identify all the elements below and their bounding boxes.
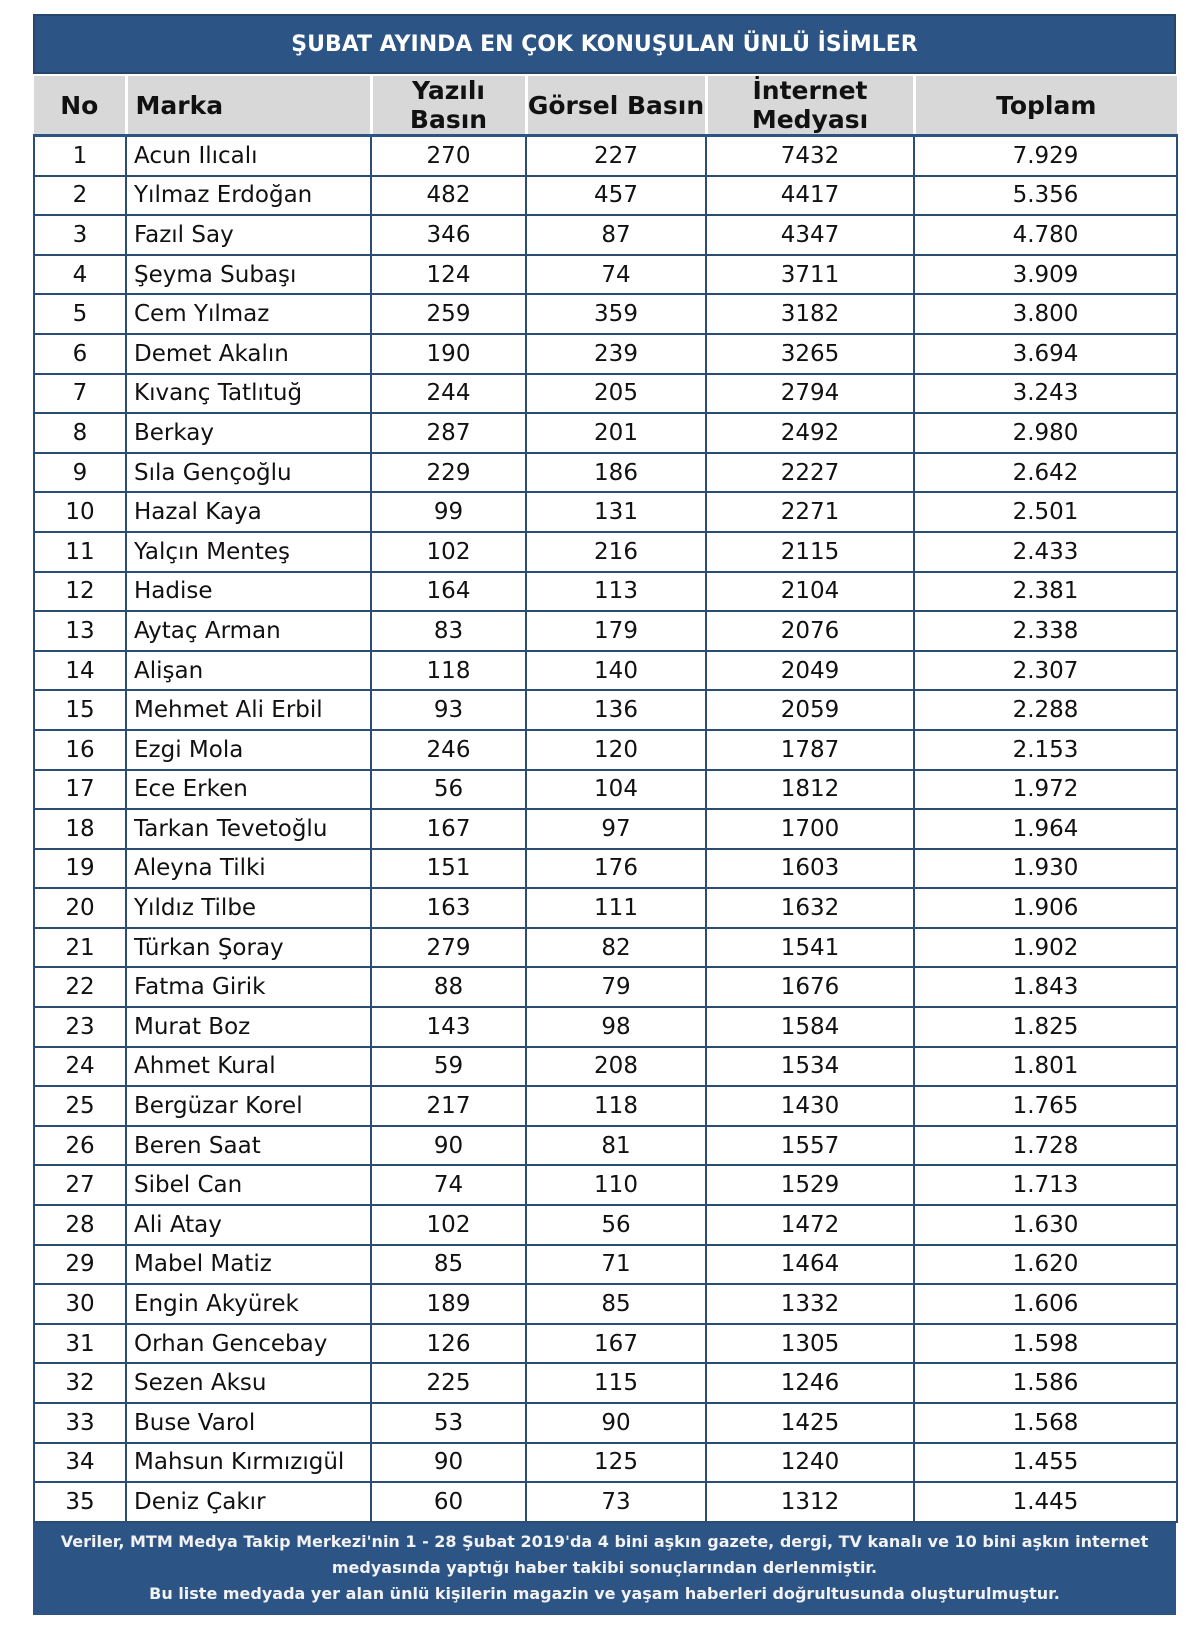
cell-toplam: 3.800 bbox=[914, 294, 1177, 334]
cell-gorsel-basin: 118 bbox=[526, 1086, 706, 1126]
table-row bbox=[34, 136, 1177, 176]
table-row bbox=[34, 1403, 1177, 1443]
cell-internet-medyasi: 2492 bbox=[706, 413, 914, 453]
cell-yazili-basin: 279 bbox=[371, 928, 526, 968]
cell-marka: Murat Boz bbox=[126, 1007, 371, 1047]
cell-yazili-basin: 346 bbox=[371, 215, 526, 255]
column-header-gorsel-basin: Görsel Basın bbox=[526, 75, 706, 136]
cell-marka: Yılmaz Erdoğan bbox=[126, 176, 371, 216]
table-row bbox=[34, 690, 1177, 730]
cell-gorsel-basin: 113 bbox=[526, 572, 706, 612]
cell-internet-medyasi: 1603 bbox=[706, 849, 914, 889]
cell-yazili-basin: 270 bbox=[371, 136, 526, 176]
cell-toplam: 2.288 bbox=[914, 690, 1177, 730]
cell-marka: Şeyma Subaşı bbox=[126, 255, 371, 295]
cell-internet-medyasi: 2271 bbox=[706, 492, 914, 532]
cell-marka: Aleyna Tilki bbox=[126, 849, 371, 889]
cell-gorsel-basin: 125 bbox=[526, 1443, 706, 1483]
cell-no: 16 bbox=[34, 730, 126, 770]
cell-no: 5 bbox=[34, 294, 126, 334]
cell-toplam: 1.630 bbox=[914, 1205, 1177, 1245]
cell-toplam: 1.964 bbox=[914, 809, 1177, 849]
cell-marka: Alişan bbox=[126, 651, 371, 691]
cell-no: 1 bbox=[34, 136, 126, 176]
cell-no: 17 bbox=[34, 770, 126, 810]
cell-internet-medyasi: 3182 bbox=[706, 294, 914, 334]
cell-toplam: 1.906 bbox=[914, 888, 1177, 928]
column-header-yazili-basin: Yazılı Basın bbox=[371, 75, 526, 136]
cell-no: 6 bbox=[34, 334, 126, 374]
cell-no: 3 bbox=[34, 215, 126, 255]
cell-internet-medyasi: 2104 bbox=[706, 572, 914, 612]
cell-yazili-basin: 189 bbox=[371, 1284, 526, 1324]
cell-marka: Hadise bbox=[126, 572, 371, 612]
cell-internet-medyasi: 1332 bbox=[706, 1284, 914, 1324]
cell-internet-medyasi: 2115 bbox=[706, 532, 914, 572]
cell-internet-medyasi: 1246 bbox=[706, 1363, 914, 1403]
cell-marka: Yalçın Menteş bbox=[126, 532, 371, 572]
cell-marka: Yıldız Tilbe bbox=[126, 888, 371, 928]
cell-internet-medyasi: 1430 bbox=[706, 1086, 914, 1126]
cell-gorsel-basin: 457 bbox=[526, 176, 706, 216]
cell-toplam: 1.445 bbox=[914, 1482, 1177, 1522]
table-row bbox=[34, 1205, 1177, 1245]
cell-yazili-basin: 124 bbox=[371, 255, 526, 295]
cell-marka: Sibel Can bbox=[126, 1165, 371, 1205]
cell-no: 13 bbox=[34, 611, 126, 651]
table-row bbox=[34, 1007, 1177, 1047]
table-row bbox=[34, 176, 1177, 216]
table-row bbox=[34, 492, 1177, 532]
cell-internet-medyasi: 7432 bbox=[706, 136, 914, 176]
cell-marka: Buse Varol bbox=[126, 1403, 371, 1443]
cell-toplam: 1.568 bbox=[914, 1403, 1177, 1443]
cell-no: 34 bbox=[34, 1443, 126, 1483]
table-row bbox=[34, 1047, 1177, 1087]
cell-gorsel-basin: 74 bbox=[526, 255, 706, 295]
cell-internet-medyasi: 1464 bbox=[706, 1245, 914, 1285]
cell-no: 20 bbox=[34, 888, 126, 928]
cell-no: 29 bbox=[34, 1245, 126, 1285]
column-header-toplam: Toplam bbox=[914, 75, 1177, 136]
table-row bbox=[34, 967, 1177, 1007]
cell-yazili-basin: 151 bbox=[371, 849, 526, 889]
table-row bbox=[34, 849, 1177, 889]
cell-gorsel-basin: 81 bbox=[526, 1126, 706, 1166]
cell-toplam: 7.929 bbox=[914, 136, 1177, 176]
cell-marka: Beren Saat bbox=[126, 1126, 371, 1166]
cell-toplam: 2.642 bbox=[914, 453, 1177, 493]
cell-gorsel-basin: 131 bbox=[526, 492, 706, 532]
cell-yazili-basin: 259 bbox=[371, 294, 526, 334]
table-row bbox=[34, 1126, 1177, 1166]
cell-marka: Ali Atay bbox=[126, 1205, 371, 1245]
cell-toplam: 1.972 bbox=[914, 770, 1177, 810]
cell-toplam: 1.728 bbox=[914, 1126, 1177, 1166]
cell-toplam: 3.694 bbox=[914, 334, 1177, 374]
cell-gorsel-basin: 82 bbox=[526, 928, 706, 968]
cell-marka: Hazal Kaya bbox=[126, 492, 371, 532]
cell-internet-medyasi: 2076 bbox=[706, 611, 914, 651]
cell-yazili-basin: 164 bbox=[371, 572, 526, 612]
cell-no: 31 bbox=[34, 1324, 126, 1364]
cell-internet-medyasi: 1557 bbox=[706, 1126, 914, 1166]
source-note-line: medyasında yaptığı haber takibi sonuçlarından derlenmiştir. bbox=[331, 1557, 878, 1577]
cell-gorsel-basin: 90 bbox=[526, 1403, 706, 1443]
table-row bbox=[34, 453, 1177, 493]
cell-internet-medyasi: 4417 bbox=[706, 176, 914, 216]
cell-internet-medyasi: 1312 bbox=[706, 1482, 914, 1522]
cell-internet-medyasi: 1812 bbox=[706, 770, 914, 810]
table-row bbox=[34, 1363, 1177, 1403]
table-row bbox=[34, 294, 1177, 334]
source-note-line: Bu liste medyada yer alan ünlü kişilerin magazin ve yaşam haberleri doğrultusunda oluşturulmuştur. bbox=[149, 1583, 1060, 1603]
cell-yazili-basin: 53 bbox=[371, 1403, 526, 1443]
cell-no: 14 bbox=[34, 651, 126, 691]
cell-yazili-basin: 143 bbox=[371, 1007, 526, 1047]
cell-toplam: 5.356 bbox=[914, 176, 1177, 216]
cell-yazili-basin: 85 bbox=[371, 1245, 526, 1285]
cell-marka: Sıla Gençoğlu bbox=[126, 453, 371, 493]
cell-internet-medyasi: 1425 bbox=[706, 1403, 914, 1443]
cell-internet-medyasi: 2794 bbox=[706, 374, 914, 414]
cell-internet-medyasi: 1305 bbox=[706, 1324, 914, 1364]
cell-marka: Fatma Girik bbox=[126, 967, 371, 1007]
source-note bbox=[33, 1523, 1176, 1615]
cell-yazili-basin: 217 bbox=[371, 1086, 526, 1126]
cell-gorsel-basin: 201 bbox=[526, 413, 706, 453]
cell-internet-medyasi: 1240 bbox=[706, 1443, 914, 1483]
cell-internet-medyasi: 3265 bbox=[706, 334, 914, 374]
cell-yazili-basin: 99 bbox=[371, 492, 526, 532]
cell-gorsel-basin: 87 bbox=[526, 215, 706, 255]
cell-yazili-basin: 190 bbox=[371, 334, 526, 374]
cell-toplam: 1.765 bbox=[914, 1086, 1177, 1126]
cell-gorsel-basin: 136 bbox=[526, 690, 706, 730]
table-row bbox=[34, 1284, 1177, 1324]
cell-no: 7 bbox=[34, 374, 126, 414]
cell-yazili-basin: 246 bbox=[371, 730, 526, 770]
cell-marka: Tarkan Tevetoğlu bbox=[126, 809, 371, 849]
cell-toplam: 2.980 bbox=[914, 413, 1177, 453]
cell-no: 27 bbox=[34, 1165, 126, 1205]
column-header-row bbox=[34, 75, 1177, 136]
cell-gorsel-basin: 359 bbox=[526, 294, 706, 334]
table-row bbox=[34, 1482, 1177, 1522]
cell-yazili-basin: 163 bbox=[371, 888, 526, 928]
table-row bbox=[34, 532, 1177, 572]
cell-internet-medyasi: 2227 bbox=[706, 453, 914, 493]
table-row bbox=[34, 572, 1177, 612]
cell-internet-medyasi: 1632 bbox=[706, 888, 914, 928]
source-note-line: Veriler, MTM Medya Takip Merkezi'nin 1 - 28 Şubat 2019'da 4 bini aşkın gazete, dergi, TV kanalı ve 10 bini aşkın internet bbox=[60, 1531, 1149, 1551]
cell-no: 18 bbox=[34, 809, 126, 849]
cell-internet-medyasi: 1541 bbox=[706, 928, 914, 968]
cell-gorsel-basin: 110 bbox=[526, 1165, 706, 1205]
table-row bbox=[34, 928, 1177, 968]
cell-marka: Kıvanç Tatlıtuğ bbox=[126, 374, 371, 414]
table-row bbox=[34, 255, 1177, 295]
cell-toplam: 1.902 bbox=[914, 928, 1177, 968]
cell-gorsel-basin: 111 bbox=[526, 888, 706, 928]
cell-no: 4 bbox=[34, 255, 126, 295]
cell-no: 28 bbox=[34, 1205, 126, 1245]
cell-marka: Ahmet Kural bbox=[126, 1047, 371, 1087]
cell-gorsel-basin: 71 bbox=[526, 1245, 706, 1285]
cell-gorsel-basin: 104 bbox=[526, 770, 706, 810]
cell-marka: Mehmet Ali Erbil bbox=[126, 690, 371, 730]
cell-no: 33 bbox=[34, 1403, 126, 1443]
cell-internet-medyasi: 1787 bbox=[706, 730, 914, 770]
cell-internet-medyasi: 2059 bbox=[706, 690, 914, 730]
cell-toplam: 2.307 bbox=[914, 651, 1177, 691]
table-row bbox=[34, 1443, 1177, 1483]
cell-yazili-basin: 229 bbox=[371, 453, 526, 493]
cell-gorsel-basin: 140 bbox=[526, 651, 706, 691]
cell-yazili-basin: 482 bbox=[371, 176, 526, 216]
cell-internet-medyasi: 2049 bbox=[706, 651, 914, 691]
cell-no: 2 bbox=[34, 176, 126, 216]
table-row bbox=[34, 1165, 1177, 1205]
cell-marka: Bergüzar Korel bbox=[126, 1086, 371, 1126]
cell-internet-medyasi: 1529 bbox=[706, 1165, 914, 1205]
cell-yazili-basin: 225 bbox=[371, 1363, 526, 1403]
cell-marka: Ezgi Mola bbox=[126, 730, 371, 770]
cell-yazili-basin: 90 bbox=[371, 1126, 526, 1166]
cell-toplam: 1.930 bbox=[914, 849, 1177, 889]
ranking-table-panel bbox=[33, 14, 1176, 1615]
cell-no: 24 bbox=[34, 1047, 126, 1087]
cell-no: 8 bbox=[34, 413, 126, 453]
cell-toplam: 1.825 bbox=[914, 1007, 1177, 1047]
celebrity-ranking-table bbox=[33, 74, 1178, 1523]
cell-no: 32 bbox=[34, 1363, 126, 1403]
cell-no: 21 bbox=[34, 928, 126, 968]
cell-yazili-basin: 102 bbox=[371, 532, 526, 572]
cell-gorsel-basin: 115 bbox=[526, 1363, 706, 1403]
cell-toplam: 2.433 bbox=[914, 532, 1177, 572]
cell-yazili-basin: 59 bbox=[371, 1047, 526, 1087]
cell-gorsel-basin: 56 bbox=[526, 1205, 706, 1245]
table-row bbox=[34, 215, 1177, 255]
cell-yazili-basin: 244 bbox=[371, 374, 526, 414]
cell-no: 12 bbox=[34, 572, 126, 612]
column-header-no: No bbox=[34, 75, 126, 136]
cell-toplam: 4.780 bbox=[914, 215, 1177, 255]
cell-marka: Mahsun Kırmızıgül bbox=[126, 1443, 371, 1483]
cell-toplam: 1.713 bbox=[914, 1165, 1177, 1205]
cell-no: 9 bbox=[34, 453, 126, 493]
cell-toplam: 1.598 bbox=[914, 1324, 1177, 1364]
cell-yazili-basin: 56 bbox=[371, 770, 526, 810]
cell-yazili-basin: 126 bbox=[371, 1324, 526, 1364]
column-header-marka: Marka bbox=[126, 75, 371, 136]
cell-toplam: 1.620 bbox=[914, 1245, 1177, 1285]
cell-yazili-basin: 167 bbox=[371, 809, 526, 849]
cell-gorsel-basin: 186 bbox=[526, 453, 706, 493]
table-row bbox=[34, 770, 1177, 810]
table-row bbox=[34, 1086, 1177, 1126]
cell-internet-medyasi: 4347 bbox=[706, 215, 914, 255]
cell-gorsel-basin: 205 bbox=[526, 374, 706, 414]
cell-yazili-basin: 93 bbox=[371, 690, 526, 730]
cell-no: 11 bbox=[34, 532, 126, 572]
cell-gorsel-basin: 120 bbox=[526, 730, 706, 770]
cell-no: 25 bbox=[34, 1086, 126, 1126]
cell-no: 19 bbox=[34, 849, 126, 889]
cell-no: 15 bbox=[34, 690, 126, 730]
cell-internet-medyasi: 1534 bbox=[706, 1047, 914, 1087]
cell-yazili-basin: 102 bbox=[371, 1205, 526, 1245]
cell-marka: Deniz Çakır bbox=[126, 1482, 371, 1522]
cell-no: 10 bbox=[34, 492, 126, 532]
cell-marka: Orhan Gencebay bbox=[126, 1324, 371, 1364]
cell-no: 35 bbox=[34, 1482, 126, 1522]
table-row bbox=[34, 1245, 1177, 1285]
cell-toplam: 2.501 bbox=[914, 492, 1177, 532]
table-row bbox=[34, 334, 1177, 374]
cell-internet-medyasi: 1472 bbox=[706, 1205, 914, 1245]
cell-yazili-basin: 287 bbox=[371, 413, 526, 453]
table-body bbox=[34, 136, 1177, 1522]
cell-marka: Türkan Şoray bbox=[126, 928, 371, 968]
cell-toplam: 1.455 bbox=[914, 1443, 1177, 1483]
table-title: ŞUBAT AYINDA EN ÇOK KONUŞULAN ÜNLÜ İSİMLER bbox=[33, 14, 1176, 74]
cell-toplam: 2.381 bbox=[914, 572, 1177, 612]
cell-toplam: 3.243 bbox=[914, 374, 1177, 414]
cell-toplam: 3.909 bbox=[914, 255, 1177, 295]
column-header-internet-medyasi: İnternet Medyası bbox=[706, 75, 914, 136]
cell-yazili-basin: 60 bbox=[371, 1482, 526, 1522]
table-row bbox=[34, 651, 1177, 691]
cell-no: 26 bbox=[34, 1126, 126, 1166]
cell-toplam: 1.843 bbox=[914, 967, 1177, 1007]
table-row bbox=[34, 730, 1177, 770]
cell-yazili-basin: 88 bbox=[371, 967, 526, 1007]
cell-internet-medyasi: 1584 bbox=[706, 1007, 914, 1047]
cell-gorsel-basin: 73 bbox=[526, 1482, 706, 1522]
cell-toplam: 1.801 bbox=[914, 1047, 1177, 1087]
cell-gorsel-basin: 227 bbox=[526, 136, 706, 176]
table-row bbox=[34, 374, 1177, 414]
table-row bbox=[34, 1324, 1177, 1364]
cell-no: 23 bbox=[34, 1007, 126, 1047]
cell-gorsel-basin: 208 bbox=[526, 1047, 706, 1087]
cell-marka: Mabel Matiz bbox=[126, 1245, 371, 1285]
cell-gorsel-basin: 176 bbox=[526, 849, 706, 889]
table-row bbox=[34, 611, 1177, 651]
cell-no: 30 bbox=[34, 1284, 126, 1324]
cell-toplam: 2.153 bbox=[914, 730, 1177, 770]
table-row bbox=[34, 809, 1177, 849]
cell-toplam: 1.586 bbox=[914, 1363, 1177, 1403]
cell-gorsel-basin: 97 bbox=[526, 809, 706, 849]
table-row bbox=[34, 888, 1177, 928]
cell-gorsel-basin: 85 bbox=[526, 1284, 706, 1324]
cell-marka: Berkay bbox=[126, 413, 371, 453]
cell-marka: Sezen Aksu bbox=[126, 1363, 371, 1403]
table-row bbox=[34, 413, 1177, 453]
cell-yazili-basin: 83 bbox=[371, 611, 526, 651]
cell-gorsel-basin: 239 bbox=[526, 334, 706, 374]
cell-gorsel-basin: 167 bbox=[526, 1324, 706, 1364]
cell-marka: Fazıl Say bbox=[126, 215, 371, 255]
cell-marka: Acun Ilıcalı bbox=[126, 136, 371, 176]
cell-yazili-basin: 90 bbox=[371, 1443, 526, 1483]
cell-marka: Engin Akyürek bbox=[126, 1284, 371, 1324]
cell-internet-medyasi: 3711 bbox=[706, 255, 914, 295]
cell-internet-medyasi: 1676 bbox=[706, 967, 914, 1007]
cell-yazili-basin: 74 bbox=[371, 1165, 526, 1205]
cell-internet-medyasi: 1700 bbox=[706, 809, 914, 849]
cell-gorsel-basin: 79 bbox=[526, 967, 706, 1007]
cell-gorsel-basin: 98 bbox=[526, 1007, 706, 1047]
cell-marka: Ece Erken bbox=[126, 770, 371, 810]
cell-toplam: 1.606 bbox=[914, 1284, 1177, 1324]
cell-marka: Aytaç Arman bbox=[126, 611, 371, 651]
cell-no: 22 bbox=[34, 967, 126, 1007]
cell-yazili-basin: 118 bbox=[371, 651, 526, 691]
cell-gorsel-basin: 179 bbox=[526, 611, 706, 651]
cell-toplam: 2.338 bbox=[914, 611, 1177, 651]
cell-gorsel-basin: 216 bbox=[526, 532, 706, 572]
cell-marka: Cem Yılmaz bbox=[126, 294, 371, 334]
cell-marka: Demet Akalın bbox=[126, 334, 371, 374]
